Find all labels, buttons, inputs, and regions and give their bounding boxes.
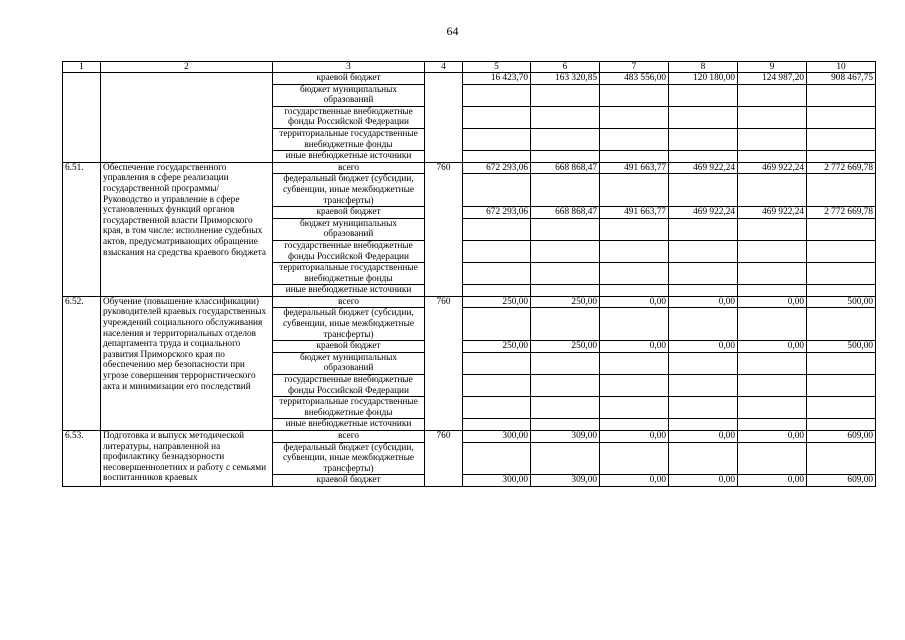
value-cell: 16 423,70 <box>463 73 531 85</box>
source-cell: территориальные государственные внебюджетные фонды <box>273 128 425 150</box>
value-cell: 250,00 <box>463 341 531 353</box>
value-cell: 0,00 <box>738 341 807 353</box>
item-number-cell: 6.53. <box>63 431 101 487</box>
value-cell: 2 772 669,78 <box>807 162 876 174</box>
item-code-cell <box>425 73 463 163</box>
value-cell: 483 556,00 <box>600 73 669 85</box>
value-cell: 124 987,20 <box>738 73 807 85</box>
source-cell: бюджет муниципальных образований <box>273 352 425 374</box>
value-cell: 2 772 669,78 <box>807 207 876 219</box>
source-cell: государственные внебюджетные фонды Российской Федерации <box>273 106 425 128</box>
value-cell: 309,00 <box>531 431 600 443</box>
column-header: 3 <box>273 62 425 73</box>
column-header: 1 <box>63 62 101 73</box>
value-cell: 0,00 <box>669 431 738 443</box>
item-name-cell: Обучение (повышение классификации) руководителей краевых государственных учреждений социального обслуживания населения и территориальных отделов департамента труда и социального развития Приморского края по обеспечению мер безопасности при угрозе совершения террористического акта и минимизации его последствий <box>101 296 273 430</box>
value-cell: 469 922,24 <box>738 207 807 219</box>
column-header: 4 <box>425 62 463 73</box>
source-cell: краевой бюджет <box>273 475 425 487</box>
value-cell: 163 320,85 <box>531 73 600 85</box>
value-cell: 0,00 <box>738 296 807 308</box>
source-cell: федеральный бюджет (субсидии, субвенции, иные межбюджетные трансферты) <box>273 442 425 475</box>
column-header: 8 <box>669 62 738 73</box>
item-number-cell: 6.52. <box>63 296 101 430</box>
value-cell: 309,00 <box>531 475 600 487</box>
value-cell: 609,00 <box>807 475 876 487</box>
value-cell: 250,00 <box>531 296 600 308</box>
column-header: 6 <box>531 62 600 73</box>
value-cell: 469 922,24 <box>669 162 738 174</box>
value-cell: 0,00 <box>669 341 738 353</box>
source-cell: государственные внебюджетные фонды Российской Федерации <box>273 240 425 262</box>
column-header: 9 <box>738 62 807 73</box>
table-row <box>63 296 876 308</box>
source-cell: бюджет муниципальных образований <box>273 84 425 106</box>
source-cell: краевой бюджет <box>273 207 425 219</box>
source-cell: всего <box>273 431 425 443</box>
value-cell: 500,00 <box>807 296 876 308</box>
value-cell: 0,00 <box>738 431 807 443</box>
value-cell: 0,00 <box>738 475 807 487</box>
page-number: 64 <box>446 24 459 38</box>
column-header: 5 <box>463 62 531 73</box>
value-cell: 300,00 <box>463 475 531 487</box>
value-cell: 0,00 <box>669 475 738 487</box>
value-cell: 0,00 <box>600 475 669 487</box>
source-cell: территориальные государственные внебюджетные фонды <box>273 263 425 285</box>
value-cell: 0,00 <box>669 296 738 308</box>
column-header: 2 <box>101 62 273 73</box>
value-cell: 908 467,75 <box>807 73 876 85</box>
item-code-cell: 760 <box>425 431 463 487</box>
value-cell: 0,00 <box>600 341 669 353</box>
source-cell: всего <box>273 296 425 308</box>
value-cell: 0,00 <box>600 296 669 308</box>
column-header: 7 <box>600 62 669 73</box>
item-code-cell: 760 <box>425 162 463 296</box>
value-cell: 250,00 <box>531 341 600 353</box>
table-row <box>63 162 876 174</box>
source-cell: иные внебюджетные источники <box>273 285 425 297</box>
item-code-cell: 760 <box>425 296 463 430</box>
item-number-cell <box>63 73 101 163</box>
value-cell: 469 922,24 <box>738 162 807 174</box>
source-cell: иные внебюджетные источники <box>273 419 425 431</box>
value-cell: 0,00 <box>600 431 669 443</box>
source-cell: федеральный бюджет (субсидии, субвенции, иные межбюджетные трансферты) <box>273 174 425 207</box>
source-cell: государственные внебюджетные фонды Российской Федерации <box>273 375 425 397</box>
table-header-row <box>63 62 876 73</box>
value-cell: 491 663,77 <box>600 207 669 219</box>
value-cell: 668 868,47 <box>531 162 600 174</box>
value-cell: 300,00 <box>463 431 531 443</box>
table-row <box>63 431 876 443</box>
value-cell: 469 922,24 <box>669 207 738 219</box>
source-cell: бюджет муниципальных образований <box>273 218 425 240</box>
item-name-cell: Подготовка и выпуск методической литературы, направленной на профилактику безнадзорности несовершеннолетних и работу с семьями воспитанников краевых <box>101 431 273 487</box>
source-cell: территориальные государственные внебюджетные фонды <box>273 397 425 419</box>
value-cell: 500,00 <box>807 341 876 353</box>
item-name-cell: Обеспечение государственного управления в сфере реализации государственной программы/ Руководство и управление в сфере установленных функций органов государственной власти Приморского края, в том числе: исполнение судебных актов, предусматривающих обращение взыскания на средства краевого бюджета <box>101 162 273 296</box>
value-cell: 609,00 <box>807 431 876 443</box>
item-number-cell: 6.51. <box>63 162 101 296</box>
table-row <box>63 73 876 85</box>
value-cell: 491 663,77 <box>600 162 669 174</box>
value-cell: 668 868,47 <box>531 207 600 219</box>
source-cell: краевой бюджет <box>273 341 425 353</box>
source-cell: федеральный бюджет (субсидии, субвенции, иные межбюджетные трансферты) <box>273 308 425 341</box>
value-cell: 120 180,00 <box>669 73 738 85</box>
value-cell: 672 293,06 <box>463 207 531 219</box>
item-name-cell <box>101 73 273 163</box>
value-cell: 672 293,06 <box>463 162 531 174</box>
source-cell: иные внебюджетные источники <box>273 151 425 163</box>
source-cell: всего <box>273 162 425 174</box>
value-cell: 250,00 <box>463 296 531 308</box>
source-cell: краевой бюджет <box>273 73 425 85</box>
budget-table <box>62 61 876 487</box>
column-header: 10 <box>807 62 876 73</box>
